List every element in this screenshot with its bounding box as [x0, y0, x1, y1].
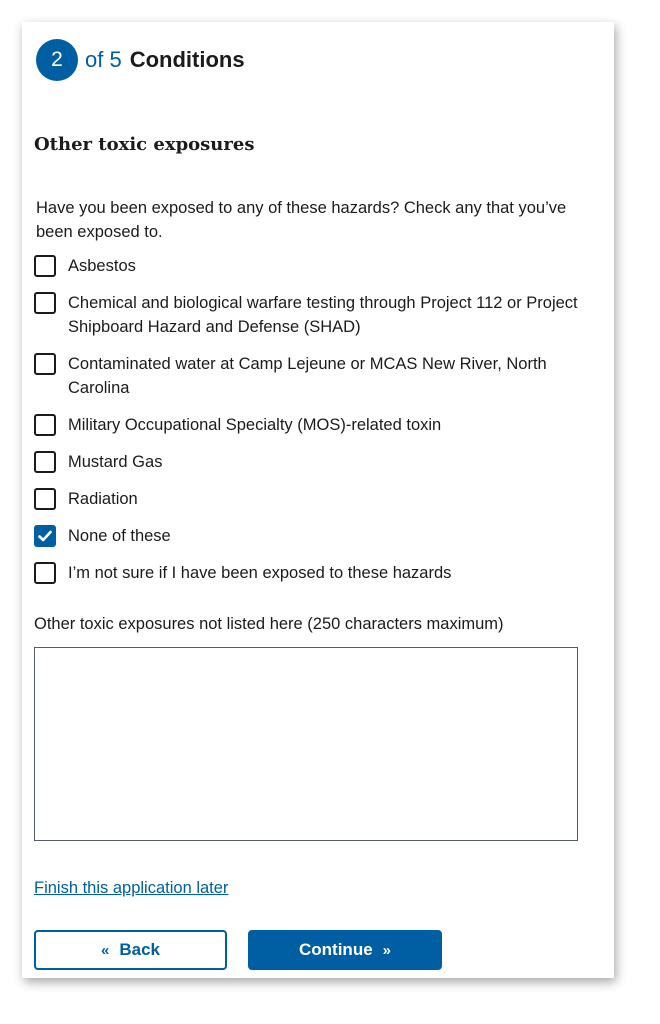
checkbox-checked[interactable] — [34, 525, 56, 547]
other-exposures-textarea[interactable] — [34, 647, 578, 841]
question-text: Have you been exposed to any of these hazards? Check any that you’ve been exposed to. — [36, 199, 567, 241]
step-title: Conditions — [129, 47, 245, 72]
step-indicator — [36, 38, 245, 82]
checkbox-option-mos-toxin[interactable] — [34, 413, 594, 437]
double-chevron-left-icon: « — [101, 941, 110, 959]
checkmark-icon — [38, 530, 52, 542]
back-button[interactable] — [34, 930, 227, 970]
step-number-badge: 2 — [36, 39, 78, 81]
checkbox-label: Chemical and biological warfare testing through Project 112 or Project Shipboard Hazard and Defense (SHAD) — [68, 294, 578, 336]
checkbox-label: Military Occupational Specialty (MOS)-related toxin — [68, 416, 442, 434]
checkbox[interactable] — [34, 353, 56, 375]
continue-button-label: Continue — [299, 940, 373, 959]
double-chevron-right-icon: » — [382, 941, 391, 959]
checkbox[interactable] — [34, 255, 56, 277]
step-total: of 5 — [85, 47, 122, 72]
continue-button[interactable] — [248, 930, 442, 970]
checkbox-label: Asbestos — [68, 257, 136, 275]
checkbox[interactable] — [34, 451, 56, 473]
back-button-label: Back — [119, 940, 160, 959]
checkbox-label: Contaminated water at Camp Lejeune or MCAS New River, North Carolina — [68, 355, 547, 397]
checkbox-label: Mustard Gas — [68, 453, 163, 471]
checkbox-label: None of these — [68, 527, 171, 545]
checkbox[interactable] — [34, 292, 56, 314]
checkbox-option-camp-lejeune[interactable] — [34, 352, 594, 400]
checkbox-option-radiation[interactable] — [34, 487, 594, 511]
section-title: Other toxic exposures — [34, 134, 255, 155]
checkbox-option-not-sure[interactable] — [34, 561, 594, 585]
checkbox-label: I’m not sure if I have been exposed to these hazards — [68, 564, 452, 582]
checkbox[interactable] — [34, 414, 56, 436]
finish-later-link[interactable]: Finish this application later — [34, 879, 229, 897]
checkbox-label: Radiation — [68, 490, 138, 508]
checkbox[interactable] — [34, 488, 56, 510]
form-card — [22, 22, 614, 978]
checkbox-option-project-112-shad[interactable] — [34, 291, 594, 339]
checkbox[interactable] — [34, 562, 56, 584]
checkbox-option-asbestos[interactable] — [34, 254, 594, 278]
checkbox-option-mustard-gas[interactable] — [34, 450, 594, 474]
hazard-checkbox-group — [34, 254, 594, 598]
other-exposures-label: Other toxic exposures not listed here (250 characters maximum) — [34, 615, 504, 633]
checkbox-option-none[interactable] — [34, 524, 594, 548]
